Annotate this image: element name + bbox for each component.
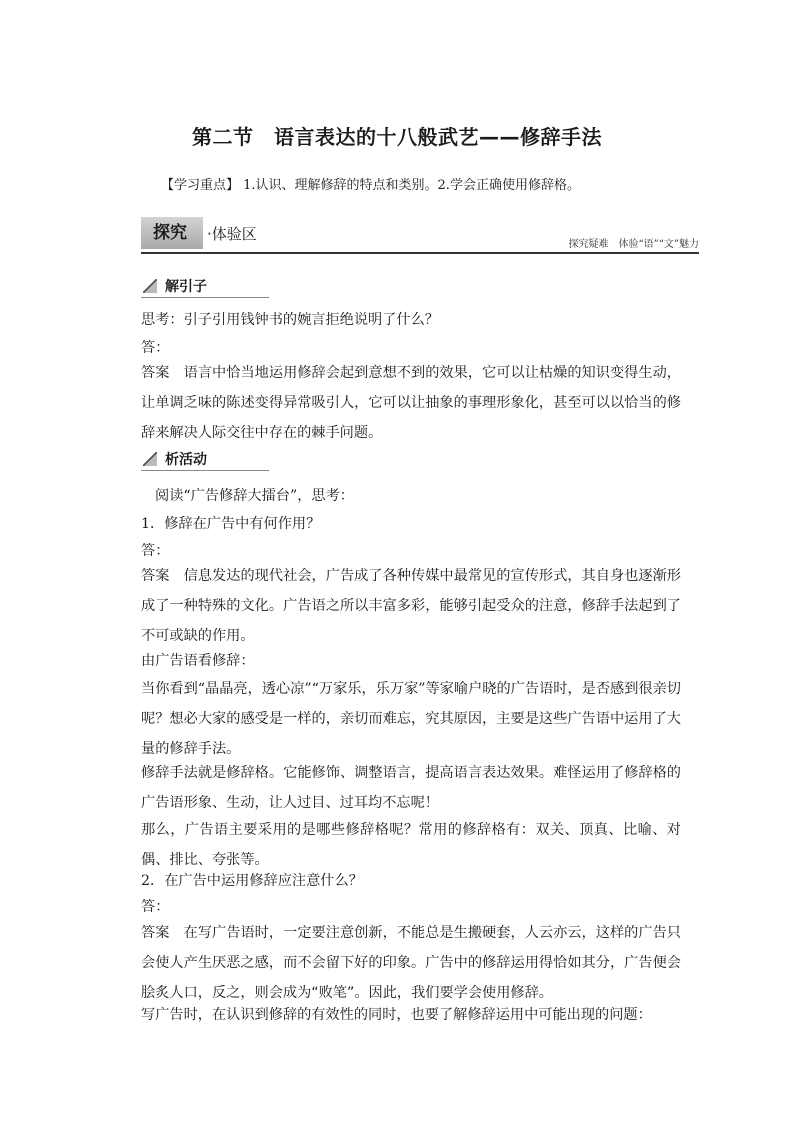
section-rule bbox=[141, 297, 269, 298]
page-title: 第二节 语言表达的十八般武艺——修辞手法 bbox=[192, 125, 602, 149]
answer-2-label: 答： bbox=[141, 899, 170, 915]
question-2: 2．在广告中运用修辞应注意什么？ bbox=[141, 873, 363, 889]
key-points: 【学习重点】 1.认识、理解修辞的特点和类别。2.学会正确使用修辞格。 bbox=[161, 178, 580, 193]
section-marker-icon bbox=[143, 452, 157, 466]
section-banner bbox=[141, 215, 699, 255]
banner-tab: 探究 bbox=[141, 217, 203, 249]
banner-subtitle: ·体验区 bbox=[207, 225, 257, 243]
answer-0: 答案 语言中恰当地运用修辞会起到意想不到的效果，它可以让枯燥的知识变得生动，让单调乏味的陈述变得异常吸引人，它可以让抽象的事理形象化，甚至可以以恰当的修辞来解决人际交往中存在的棘手问题。 bbox=[141, 365, 681, 441]
answer-1-label: 答： bbox=[141, 543, 170, 559]
section-head-activity bbox=[141, 449, 269, 471]
paragraph-ad: 由广告语看修辞： bbox=[141, 653, 255, 669]
question-1: 1．修辞在广告中有何作用？ bbox=[141, 516, 321, 532]
answer-1: 答案 信息发达的现代社会，广告成了各种传媒中最常见的宣传形式，其自身也逐渐形成了一种特殊的文化。广告语之所以丰富多彩，能够引起受众的注意，修辞手法起到了不可或缺的作用。 bbox=[141, 568, 681, 644]
paragraph-common: 那么，广告语主要采用的是哪些修辞格呢？常用的修辞格有：双关、顶真、比喻、对偶、排比、夸张等。 bbox=[141, 822, 681, 868]
section-rule bbox=[141, 470, 269, 471]
banner-slogan: 探究疑难 体验“语”“文”魅力 bbox=[568, 239, 699, 250]
answer-2: 答案 在写广告语时，一定要注意创新，不能总是生搬硬套，人云亦云，这样的广告只会使人产生厌恶之感，而不会留下好的印象。广告中的修辞运用得恰如其分，广告便会脍炙人口，反之，则会成为“败笔”。因此，我们要学会使用修辞。 bbox=[141, 925, 681, 1001]
section-head-intro bbox=[141, 276, 269, 298]
section-marker-icon bbox=[143, 279, 157, 293]
paragraph-rhetoric: 修辞手法就是修辞格。它能修饰、调整语言，提高语言表达效果。难怪运用了修辞格的广告语形象、生动，让人过目、过耳均不忘呢！ bbox=[141, 765, 681, 811]
paragraph-example: 当你看到“晶晶亮，透心凉”“万家乐，乐万家”等家喻户晓的广告语时，是否感到很亲切呢？想必大家的感受是一样的，亲切而难忘，究其原因，主要是这些广告语中运用了大量的修辞手法。 bbox=[141, 681, 681, 757]
section-label: 析活动 bbox=[165, 452, 207, 468]
question-0: 思考：引子引用钱钟书的婉言拒绝说明了什么？ bbox=[141, 312, 439, 328]
paragraph-last: 写广告时，在认识到修辞的有效性的同时，也要了解修辞运用中可能出现的问题： bbox=[141, 1007, 652, 1023]
read-prompt: 阅读“广告修辞大擂台”，思考： bbox=[155, 488, 354, 504]
banner-rule bbox=[141, 252, 699, 254]
answer-0-label: 答： bbox=[141, 340, 170, 356]
section-label: 解引子 bbox=[165, 279, 207, 295]
